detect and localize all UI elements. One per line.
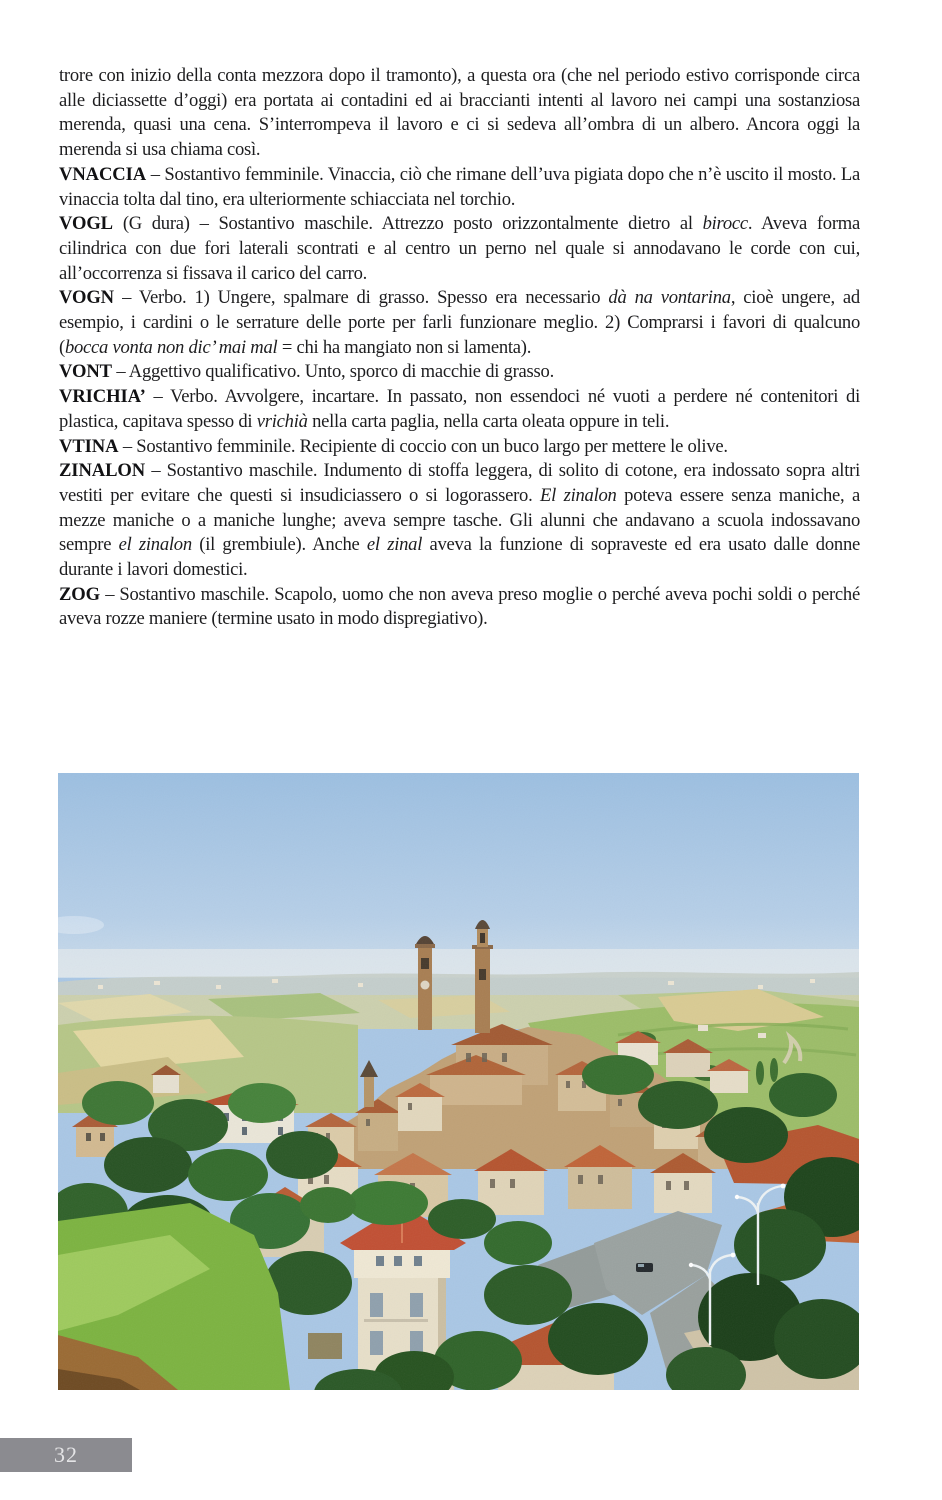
entry-text: – Verbo. 1) Ungere, spalmare di grasso. Spesso era necessario	[114, 287, 609, 309]
entry-dialect-word: bocca vonta non dic’ mai mal	[64, 336, 278, 358]
dictionary-entries	[59, 163, 860, 632]
entry-dialect-word: vrichià	[256, 410, 308, 432]
entry-text: – Sostantivo maschile. Scapolo, uomo che non aveva preso moglie o perché aveva pochi soldi o perché aveva rozze maniere (termine usato in modo dispregiativo).	[59, 583, 860, 630]
entry-dialect-word: El zinalon	[540, 484, 617, 506]
page-number: 32	[54, 1442, 78, 1467]
entry-text: = chi ha mangiato non si lamenta).	[277, 336, 532, 358]
page-number-box	[0, 1438, 132, 1472]
entry-term: VNACCIA	[59, 163, 147, 185]
entry-term: ZINALON	[59, 460, 146, 482]
entry-text: aveva la funzione di sopraveste ed era usato dalle donne durante i lavori domestici.	[59, 534, 860, 581]
dictionary-entry	[59, 385, 860, 434]
entry-text: (il grembiule). Anche	[191, 534, 367, 556]
dictionary-entry	[59, 435, 860, 460]
entry-text: – Sostantivo femminile. Recipiente di coccio con un buco largo per mettere le olive.	[118, 435, 728, 457]
entry-text: nella carta paglia, nella carta oleata oppure in teli.	[307, 410, 670, 432]
entry-term: VTINA	[59, 435, 119, 457]
town-photo	[58, 773, 859, 1390]
entry-text: poteva essere senza maniche, a mezze maniche o a maniche lunghe; aveva sempre tasche. Gli alunni che andavano a scuola indossavano sempre	[59, 484, 860, 556]
dictionary-entry	[59, 583, 860, 632]
entry-term: ZOG	[59, 583, 101, 605]
dictionary-text	[59, 64, 860, 632]
entry-term: VOGL	[59, 213, 113, 235]
intro-paragraph: trore con inizio della conta mezzora dopo il tramonto), a questa ora (che nel periodo estivo corrisponde circa alle diciassette d’oggi) era portata ai contadini ed ai braccianti intenti al lavoro nei campi una sostanziosa merenda, quasi una cena. S’interrompeva il lavoro e ci si sedeva all’ombra di un albero. Ancora oggi la merenda si usa chiama così.	[59, 65, 860, 161]
entry-text: – Sostantivo femminile. Vinaccia, ciò che rimane dell’uva pigiata dopo che n’è uscito il mosto. La vinaccia tolta dal tino, era ulteriormente schiacciata nel torchio.	[59, 163, 860, 210]
town-photo-illustration	[58, 773, 859, 1390]
dictionary-entry	[59, 212, 860, 286]
entry-text: . Aveva forma cilindrica con due fori laterali scontrati e al centro un perno nel quale si annodavano le corde con cui, all’occorrenza si fissava il carico del carro.	[59, 213, 860, 284]
entry-text: – Sostantivo maschile. Indumento di stoffa leggera, di solito di cotone, era indossato sopra altri vestiti per evitare che questi si insudiciassero o si logorassero.	[59, 460, 860, 506]
entry-text: , cioè ungere, ad esempio, i cardini o le serrature delle porte per farli funzionare meglio. 2) Comprarsi i favori di qualcuno (	[59, 287, 860, 358]
entry-dialect-word: el zinal	[366, 534, 423, 556]
entry-term: VOGN	[59, 287, 115, 309]
entry-text: – Verbo. Avvolgere, incartare. In passato, non essendoci né vuoti a perdere né contenitori di plastica, capitava spesso di	[59, 386, 860, 432]
dictionary-entry	[59, 286, 860, 360]
entry-dialect-word: birocc	[702, 213, 748, 235]
entry-dialect-word: el zinalon	[118, 534, 192, 556]
photo-grain-overlay	[58, 773, 859, 1390]
entry-text: (G dura) – Sostantivo maschile. Attrezzo posto orizzontalmente dietro al	[112, 213, 703, 235]
entry-dialect-word: dà na vontarina	[608, 287, 731, 309]
entry-text: – Aggettivo qualificativo. Unto, sporco di macchie di grasso.	[111, 361, 554, 383]
entry-term: VONT	[59, 361, 112, 383]
dictionary-entry	[59, 163, 860, 212]
dictionary-entry	[59, 459, 860, 583]
entry-term: VRICHIA’	[59, 386, 146, 408]
dictionary-entry	[59, 360, 860, 385]
